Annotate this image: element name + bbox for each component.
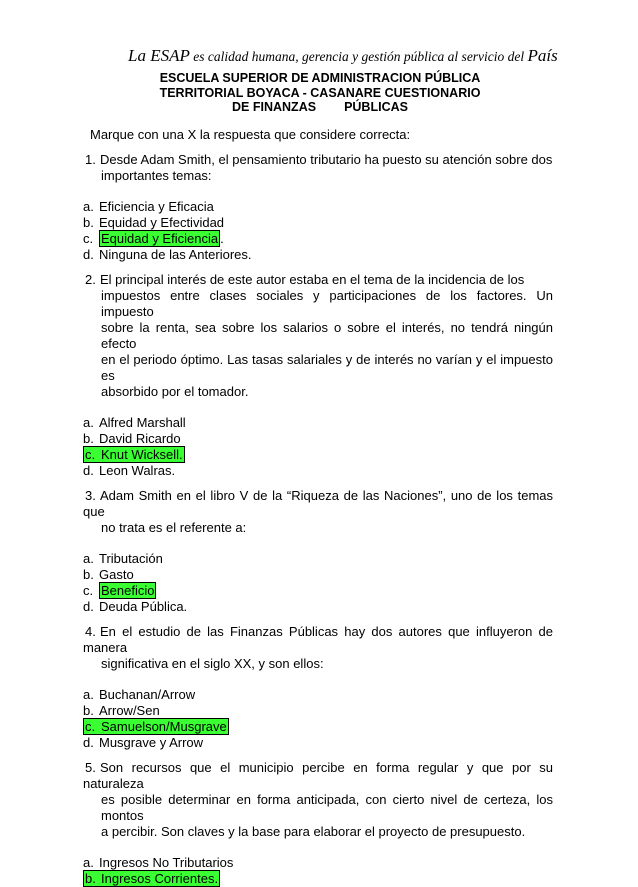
answer-options	[83, 855, 553, 887]
question-line-text: Son recursos que el municipio percibe en forma regular y que por su naturaleza	[83, 760, 553, 791]
motto-middle: es calidad humana, gerencia y gestión pública al servicio del	[189, 49, 528, 64]
question-block	[83, 272, 553, 479]
questionnaire	[83, 124, 553, 887]
answer-option[interactable]	[83, 871, 553, 887]
header-line-1: ESCUELA SUPERIOR DE ADMINISTRACION PÚBLICA	[159, 71, 481, 85]
option-letter: c.	[85, 719, 96, 734]
option-text: Alfred Marshall	[99, 415, 186, 430]
header-line-3b: PÚBLICAS	[344, 100, 408, 114]
option-letter: d.	[83, 735, 94, 750]
question-line	[83, 152, 553, 168]
answer-option[interactable]	[83, 719, 553, 735]
instructions: Marque con una X la respuesta que considere correcta:	[90, 127, 411, 142]
correct-answer-highlight	[83, 446, 185, 463]
option-letter: c.	[85, 447, 96, 462]
question-text	[83, 624, 553, 672]
question-line-text: Desde Adam Smith, el pensamiento tributario ha puesto su atención sobre dos	[100, 152, 553, 167]
document-header	[110, 71, 530, 115]
question-line-text: Adam Smith en el libro V de la “Riqueza de las Naciones”, uno de los temas que	[83, 488, 553, 519]
option-text: Knut Wicksell.	[101, 447, 183, 462]
option-text: Eficiencia y Eficacia	[99, 199, 214, 214]
answer-option[interactable]	[83, 583, 553, 599]
question-line	[83, 384, 553, 400]
motto-end: País	[527, 46, 558, 65]
answer-option[interactable]	[83, 567, 553, 583]
answer-options	[83, 551, 553, 615]
question-number: 3.	[85, 488, 96, 503]
question-line	[83, 488, 553, 520]
question-line-text: significativa en el siglo XX, y son ellos:	[101, 656, 324, 671]
answer-option[interactable]	[83, 687, 553, 703]
question-text	[83, 152, 553, 184]
question-number: 2.	[85, 272, 96, 287]
question-line	[83, 656, 553, 672]
correct-answer-highlight: Beneficio	[101, 583, 155, 598]
option-letter: a.	[83, 415, 94, 430]
question-line	[83, 760, 553, 792]
header-line-3	[110, 100, 530, 115]
motto-pre: La ESAP	[128, 46, 190, 65]
answer-options	[83, 199, 553, 263]
question-line	[83, 520, 553, 536]
correct-answer-highlight: Equidad y Eficiencia	[101, 231, 219, 246]
question-block	[83, 624, 553, 751]
option-text: Ninguna de las Anteriores.	[99, 247, 252, 262]
option-letter: b.	[85, 871, 96, 886]
header-line-2: TERRITORIAL BOYACA - CASANARE CUESTIONARIO	[159, 85, 481, 100]
option-letter: a.	[83, 551, 94, 566]
option-letter: d.	[83, 247, 94, 262]
question-line-text: es posible determinar en forma anticipada, con cierto nivel de certeza, los montos	[101, 792, 553, 823]
question-line	[83, 352, 553, 384]
option-text: Ingresos No Tributarios	[99, 855, 234, 870]
option-text: Musgrave y Arrow	[99, 735, 204, 750]
option-text: Gasto	[99, 567, 134, 582]
answer-option[interactable]	[83, 735, 553, 751]
question-line	[83, 288, 553, 320]
correct-answer-highlight	[83, 718, 229, 735]
option-letter: b.	[83, 567, 94, 582]
question-line-text: absorbido por el tomador.	[101, 384, 249, 399]
question-number: 5.	[85, 760, 96, 775]
option-letter: a.	[83, 855, 94, 870]
option-letter: c.	[83, 231, 94, 246]
question-line-text: sobre la renta, sea sobre los salarios o sobre el interés, no tendrá ningún efecto	[101, 320, 553, 351]
answer-options	[83, 687, 553, 751]
question-line-text: En el estudio de las Finanzas Públicas hay dos autores que influyeron de manera	[83, 624, 553, 655]
question-line-text: impuestos entre clases sociales y participaciones de los factores. Un impuesto	[101, 288, 553, 319]
question-line-text: El principal interés de este autor estaba en el tema de la incidencia de los	[100, 272, 525, 287]
question-line-text: a percibir. Son claves y la base para elaborar el proyecto de presupuesto.	[101, 824, 526, 839]
answer-option[interactable]	[83, 703, 553, 719]
option-letter: a.	[83, 687, 94, 702]
option-letter: d.	[83, 463, 94, 478]
answer-option[interactable]	[83, 415, 553, 431]
question-text	[83, 272, 553, 400]
answer-option[interactable]	[83, 551, 553, 567]
answer-options	[83, 415, 553, 479]
option-text: Ingresos Corrientes.	[101, 871, 219, 886]
option-text: Arrow/Sen	[99, 703, 160, 718]
question-line	[83, 320, 553, 352]
question-line	[83, 824, 553, 840]
question-number: 1.	[85, 152, 96, 167]
question-line-text: importantes temas:	[101, 168, 212, 183]
institution-motto	[128, 46, 558, 66]
option-text: Leon Walras.	[99, 463, 176, 478]
answer-option[interactable]	[83, 447, 553, 463]
answer-option[interactable]	[83, 199, 553, 215]
question-line	[83, 624, 553, 656]
question-line-text: en el periodo óptimo. Las tasas salariales y de interés no varían y el impuesto es	[101, 352, 553, 383]
option-letter: a.	[83, 199, 94, 214]
option-letter: b.	[83, 215, 94, 230]
answer-option[interactable]	[83, 463, 553, 479]
question-block	[83, 152, 553, 263]
question-line-text: no trata es el referente a:	[101, 520, 247, 535]
correct-answer-highlight	[83, 870, 220, 887]
option-letter: b.	[83, 431, 94, 446]
option-text: Deuda Pública.	[99, 599, 188, 614]
question-line	[83, 792, 553, 824]
question-line	[83, 272, 553, 288]
option-text: Tributación	[99, 551, 163, 566]
option-text: Samuelson/Musgrave	[101, 719, 227, 734]
question-text	[83, 760, 553, 840]
answer-option[interactable]	[83, 431, 553, 447]
answer-option[interactable]	[83, 599, 553, 615]
question-list	[83, 152, 553, 887]
question-block	[83, 760, 553, 887]
question-text	[83, 488, 553, 536]
question-number: 4.	[85, 624, 96, 639]
answer-option[interactable]	[83, 215, 553, 231]
header-line-3a: DE FINANZAS	[232, 100, 317, 114]
answer-option[interactable]	[83, 855, 553, 871]
answer-option[interactable]	[83, 247, 553, 263]
option-text: Equidad y Efectividad	[99, 215, 225, 230]
answer-option[interactable]	[83, 231, 553, 247]
question-line	[83, 168, 553, 184]
option-text: David Ricardo	[99, 431, 181, 446]
option-letter: b.	[83, 703, 94, 718]
option-letter: c.	[83, 583, 94, 598]
option-letter: d.	[83, 599, 94, 614]
question-block	[83, 488, 553, 615]
option-text: Buchanan/Arrow	[99, 687, 196, 702]
option-suffix: .	[220, 231, 224, 246]
